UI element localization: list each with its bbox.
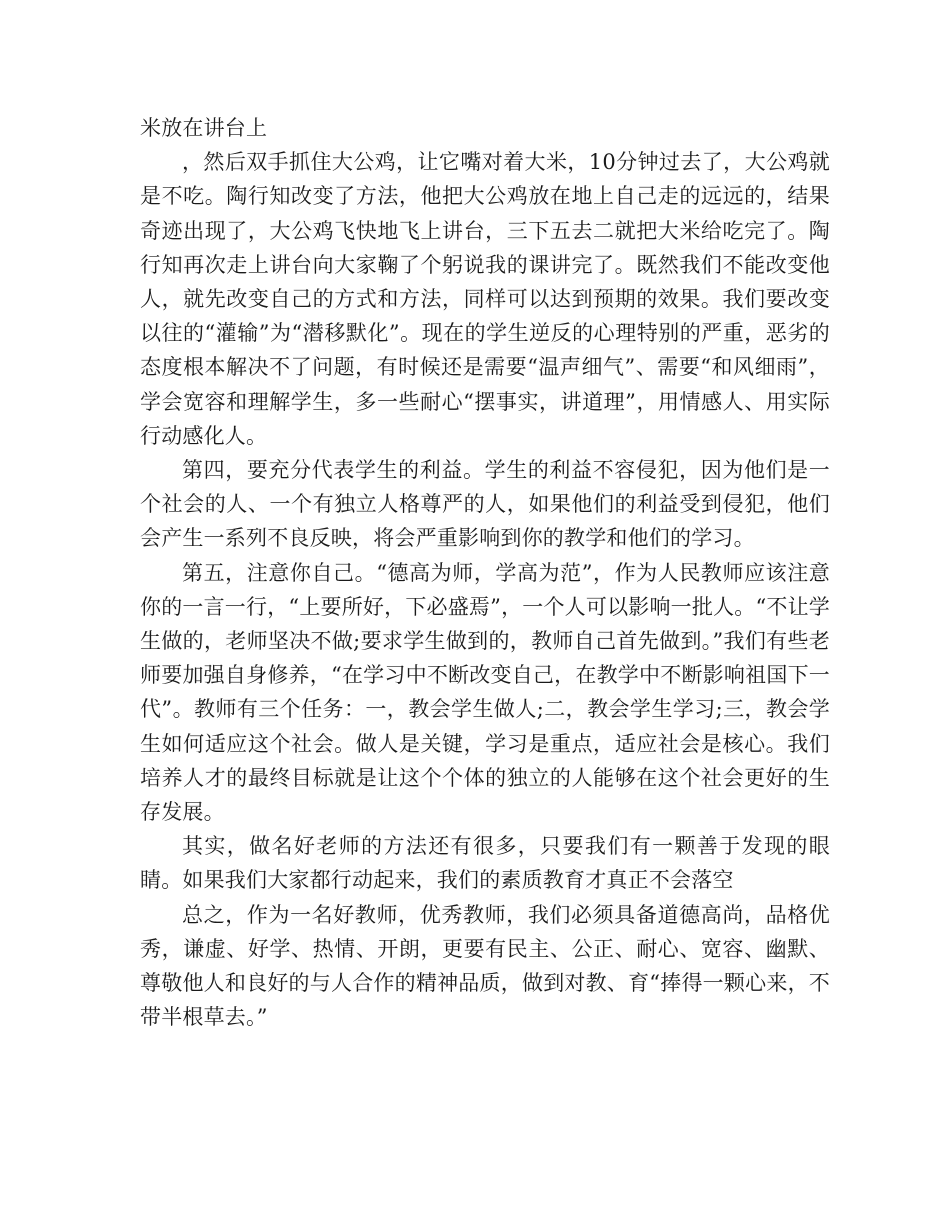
paragraph-2: ，然后双手抓住大公鸡，让它嘴对着大米，10分钟过去了，大公鸡就是不吃。陶行知改变了方法，他把大公鸡放在地上自己走的远远的，结果奇迹出现了，大公鸡飞快地飞上讲台，三下五去二就把大米给吃完了。陶行知再次走上讲台向大家鞠了个躬说我的课讲完了。既然我们不能改变他人，就先改变自己的方式和方法，同样可以达到预期的效果。我们要改变以往的“灌输”为“潜移默化”。现在的学生逆反的心理特别的严重，恶劣的态度根本解决不了问题，有时候还是需要“温声细气”、需要“和风细雨”，学会宽容和理解学生，多一些耐心“摆事实，讲道理”，用情感人、用实际行动感化人。 [140,150,830,448]
paragraph-6: 总之，作为一名好教师，优秀教师，我们必须具备道德高尚，品格优秀，谦虚、好学、热情、开朗，更要有民主、公正、耐心、宽容、幽默、尊敬他人和良好的与人合作的精神品质，做到对教、育“捧得一颗心来，不带半根草去。” [140,902,830,1030]
paragraph-1: 米放在讲台上 [140,116,268,140]
document-body [140,111,830,1034]
paragraph-4: 第五，注意你自己。“德高为师，学高为范”，作为人民教师应该注意你的一言一行，“上要所好，下必盛焉”，一个人可以影响一批人。“不让学生做的，老师坚决不做;要求学生做到的，教师自己首先做到。”我们有些老师要加强自身修养，“在学习中不断改变自己，在教学中不断影响祖国下一代”。教师有三个任务：一，教会学生做人;二，教会学生学习;三，教会学生如何适应这个社会。做人是关键，学习是重点，适应社会是核心。我们培养人才的最终目标就是让这个个体的独立的人能够在这个社会更好的生存发展。 [140,560,831,825]
paragraph-5: 其实，做名好老师的方法还有很多，只要我们有一颗善于发现的眼睛。如果我们大家都行动起来，我们的素质教育才真正不会落空 [140,834,830,893]
paragraph-3: 第四，要充分代表学生的利益。学生的利益不容侵犯，因为他们是一个社会的人、一个有独立人格尊严的人，如果他们的利益受到侵犯，他们会产生一系列不良反映，将会严重影响到你的教学和他们的学习。 [140,458,830,551]
